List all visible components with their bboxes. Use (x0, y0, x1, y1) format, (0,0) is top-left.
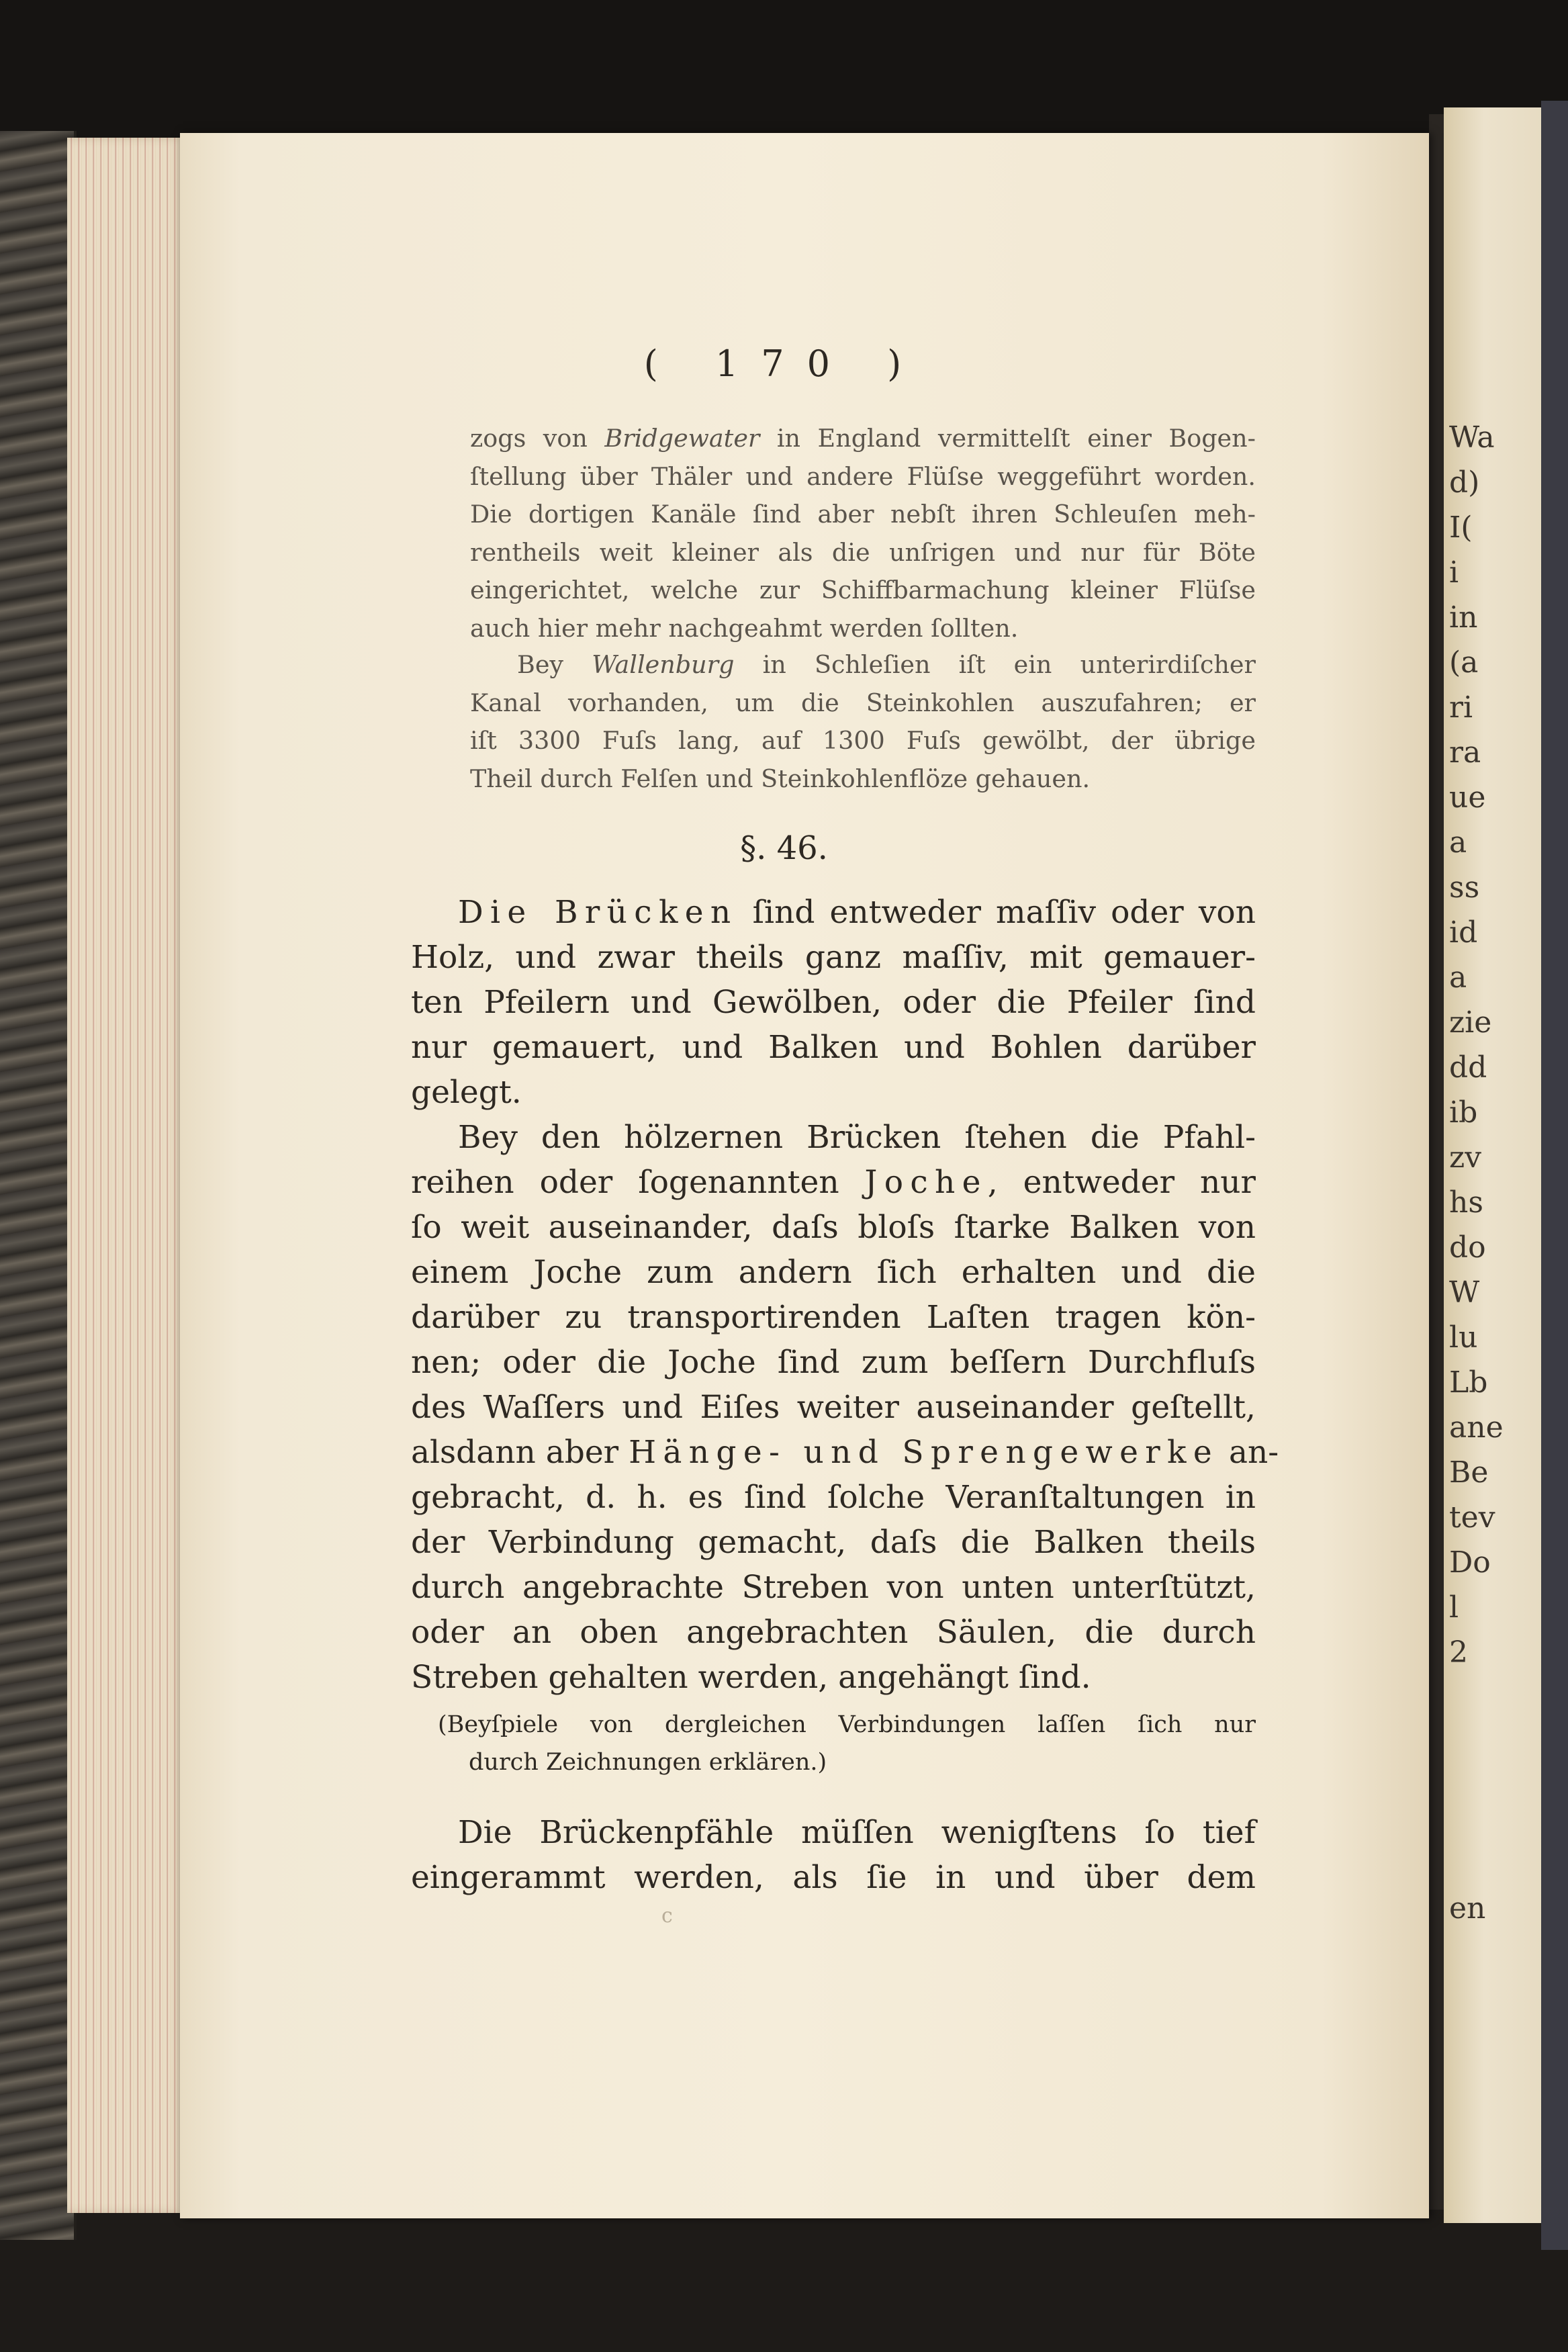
backdrop (0, 0, 1568, 141)
facing-page-fragment: a (1449, 960, 1467, 995)
book-gutter (1429, 114, 1444, 2210)
facing-page-fragment: I( (1449, 510, 1473, 545)
text-line: Die dortigen Kanäle ſind aber nebſt ihren Schleuſen meh- (470, 500, 1256, 529)
catchword: c (661, 1904, 673, 1928)
text-line: Kanal vorhanden, um die Steinkohlen auszufahren; er (470, 688, 1256, 717)
facing-page-fragment: dd (1449, 1050, 1487, 1085)
text-line: Bey Wallenburg in Schleſien iſt ein unterirdiſcher (517, 650, 1256, 679)
page-edges (67, 138, 185, 2213)
text-line: gelegt. (411, 1074, 522, 1111)
text-line: gebracht, d. h. es ſind ſolche Veranſtaltungen in (411, 1479, 1256, 1516)
text-line: Die Brückenpfähle müſſen wenigſtens ſo tief (458, 1814, 1256, 1851)
text-line: nur gemauert, und Balken und Bohlen darüber (411, 1029, 1256, 1066)
paragraph-bridge-piles (411, 1810, 1256, 1900)
facing-page-fragment: ss (1449, 870, 1480, 905)
facing-page-fragment: in (1449, 600, 1478, 635)
facing-page-fragment: zie (1449, 1005, 1492, 1040)
book-cover-right (1541, 101, 1568, 2250)
facing-page-fragment: Be (1449, 1455, 1489, 1490)
text-line: einem Joche zum andern ſich erhalten und die (411, 1254, 1256, 1291)
text-line: iſt 3300 Fuſs lang, auf 1300 Fuſs gewölbt, der übrige (470, 726, 1256, 755)
text-line: Bey den hölzernen Brücken ſtehen die Pfahl- (458, 1119, 1256, 1156)
note-examples (438, 1706, 1256, 1781)
text-line: ſtellung über Thäler und andere Flüſse weggeführt worden. (470, 461, 1256, 491)
text-line: darüber zu transportirenden Laſten tragen kön- (411, 1299, 1256, 1336)
text-line: zogs von Bridgewater in England vermittelſt einer Bogen- (470, 424, 1256, 453)
text-line: durch Zeichnungen erklären.) (469, 1749, 827, 1776)
facing-page-fragment: ue (1449, 780, 1486, 815)
facing-page-fragment: ane (1449, 1410, 1504, 1445)
text-line: durch angebrachte Streben von unten unterſtützt, (411, 1569, 1256, 1606)
facing-page-fragment: ri (1449, 690, 1473, 725)
paragraph-wooden-bridges (411, 1115, 1279, 1700)
facing-page-fragment: Lb (1449, 1365, 1488, 1400)
section-heading: §. 46. (740, 829, 828, 867)
facing-page-fragment: Wa (1449, 420, 1495, 455)
facing-page-fragment: en (1449, 1891, 1486, 1926)
facing-page-fragment: tev (1449, 1500, 1495, 1535)
facing-page-fragment: a (1449, 825, 1467, 860)
text-line: des Waſſers und Eiſes weiter auseinander geſtellt, (411, 1389, 1256, 1426)
text-line: ſo weit auseinander, daſs bloſs ſtarke Balken von (411, 1209, 1256, 1246)
facing-page-fragment: l (1449, 1590, 1459, 1625)
text-line: eingerammt werden, als ſie in und über dem (411, 1859, 1256, 1896)
facing-page-fragment: zv (1449, 1140, 1482, 1175)
text-line: alsdann aber Hänge- und Sprengewerke an- (411, 1434, 1279, 1471)
facing-page-fragment: i (1449, 555, 1459, 590)
text-line: Streben gehalten werden, angehängt ſind. (411, 1659, 1091, 1696)
facing-page-fragment: (a (1449, 645, 1479, 680)
text-line: (Beyſpiele von dergleichen Verbindungen laſſen ſich nur (438, 1711, 1256, 1738)
facing-page-fragment: id (1449, 915, 1478, 950)
text-line: Theil durch Felſen und Steinkohlenflöze gehauen. (470, 764, 1091, 793)
facing-page-fragment: Do (1449, 1545, 1491, 1580)
text-line: eingerichtet, welche zur Schiffbarmachung kleiner Flüſse (470, 576, 1256, 604)
facing-page-fragment: d) (1449, 465, 1480, 500)
facing-page-fragment: hs (1449, 1185, 1483, 1220)
paragraph-bridges (411, 890, 1256, 1115)
book-cover-left (0, 131, 77, 2240)
text-line: der Verbindung gemacht, daſs die Balken theils (411, 1524, 1256, 1561)
facing-page-fragment: W (1449, 1275, 1480, 1310)
text-line: Holz, und zwar theils ganz maſſiv, mit gemauer- (411, 939, 1256, 976)
page-number: ( 170 ) (643, 343, 925, 385)
text-line: Die Brücken ſind entweder maſſiv oder von (458, 894, 1256, 931)
text-line: rentheils weit kleiner als die unſrigen und nur für Böte (470, 537, 1256, 567)
facing-page-fragment: do (1449, 1230, 1486, 1265)
text-line: reihen oder ſogenannten Joche, entweder nur (411, 1164, 1256, 1201)
text-line: nen; oder die Joche ſind zum beſſern Durchfluſs (411, 1344, 1256, 1381)
facing-page-fragment: ra (1449, 735, 1481, 770)
facing-page-fragment: 2 (1449, 1635, 1468, 1670)
text-line: oder an oben angebrachten Säulen, die durch (411, 1614, 1256, 1651)
paragraph-bridgewater (470, 420, 1256, 647)
text-line: ten Pfeilern und Gewölben, oder die Pfeiler ſind (411, 984, 1256, 1021)
paragraph-wallenburg (470, 646, 1256, 798)
facing-page-fragment: lu (1449, 1320, 1478, 1355)
facing-page-fragment: ib (1449, 1095, 1478, 1130)
facing-page (1444, 107, 1544, 2223)
text-line: auch hier mehr nachgeahmt werden ſollten. (470, 613, 1019, 643)
